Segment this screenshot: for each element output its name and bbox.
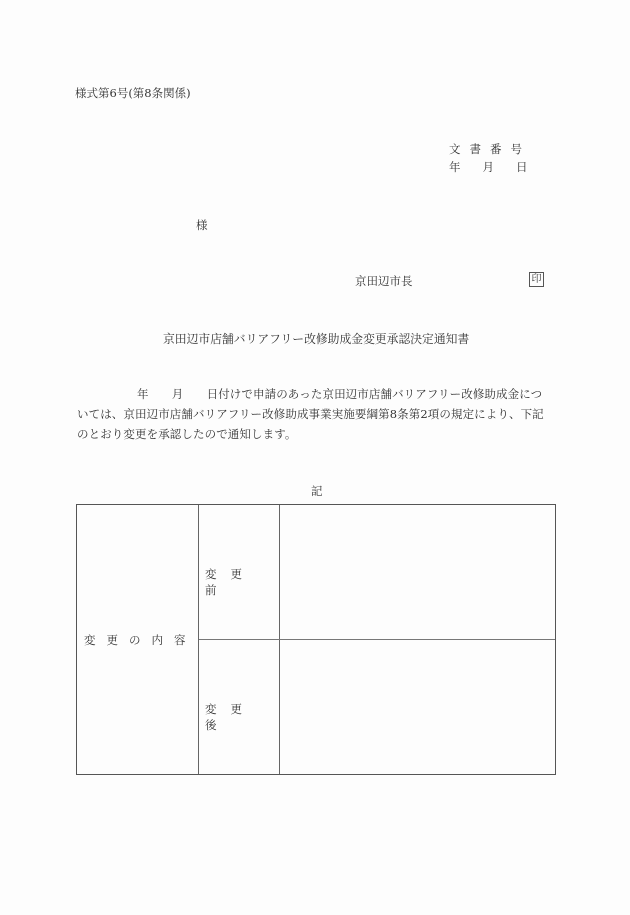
row-header-cell [77, 505, 199, 774]
body-line-1: 年 月 日付けで申請のあった京田辺市店舗バリアフリー改修助成金につ [137, 387, 543, 401]
row-header-label: 変更の内容 [84, 633, 197, 647]
before-label: 変更前 [205, 567, 256, 597]
form-number: 様式第6号(第8条関係) [75, 86, 191, 100]
after-value-cell[interactable] [280, 640, 555, 774]
issuer-name: 京田辺市長 [355, 274, 413, 288]
date-month: 月 [482, 160, 494, 174]
body-line-3: のとおり変更を承認したので通知します。 [77, 427, 297, 441]
addressee-suffix: 様 [196, 218, 208, 232]
seal-icon: 印 [529, 272, 544, 287]
before-value-cell[interactable] [280, 505, 555, 639]
date-day: 日 [516, 160, 528, 174]
document-date [449, 159, 528, 175]
after-label: 変更後 [205, 702, 256, 732]
change-table [76, 504, 556, 775]
date-year: 年 [449, 160, 461, 174]
document-number-label: 文書番号 [449, 142, 531, 156]
body-text [77, 384, 557, 444]
ki-heading: 記 [311, 484, 323, 498]
document-title: 京田辺市店舗バリアフリー改修助成金変更承認決定通知書 [163, 332, 470, 346]
body-line-2: いては、京田辺市店舗バリアフリー改修助成事業実施要綱第8条第2項の規定により、下記 [77, 407, 544, 421]
